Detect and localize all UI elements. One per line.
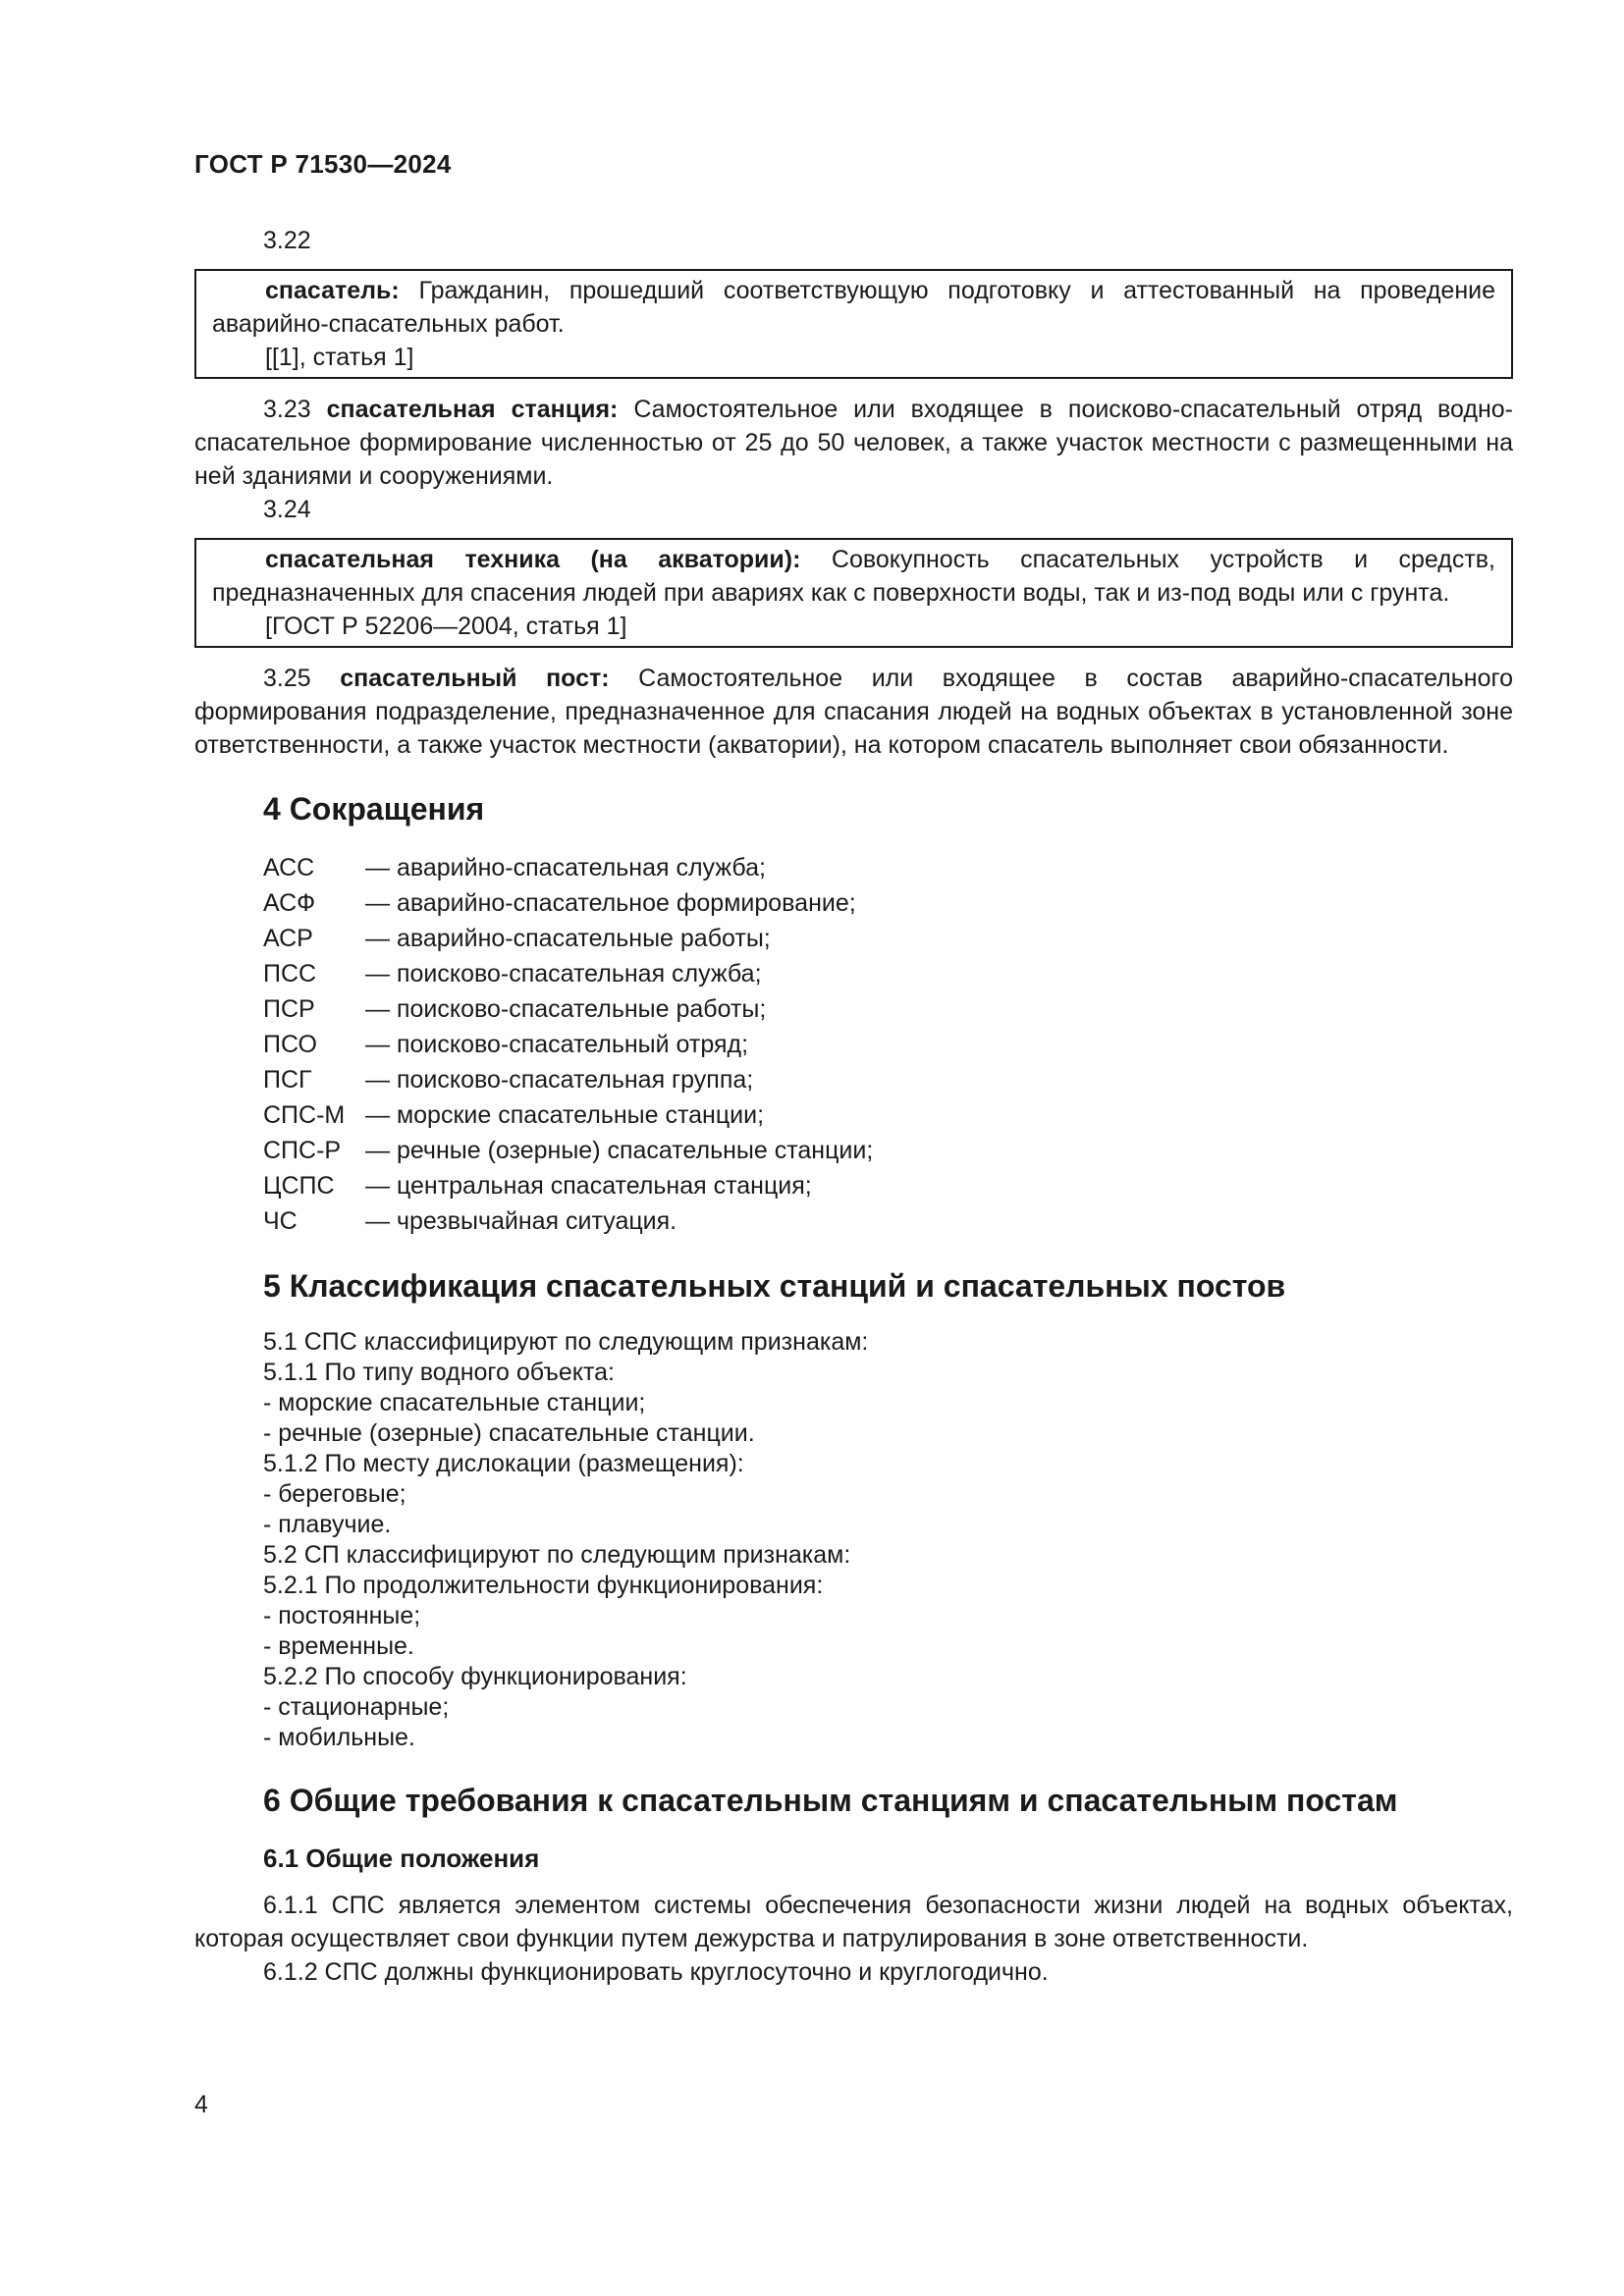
abbreviation: АСФ	[263, 889, 316, 917]
paragraph-6-1-2: 6.1.2 СПС должны функционировать круглосуточно и круглогодично.	[263, 1958, 1049, 1986]
abbreviation: ПСО	[263, 1031, 317, 1058]
abbreviation-item	[263, 1203, 1513, 1239]
term-number: 3.25	[263, 665, 341, 692]
abbreviation-meaning: — аварийно-спасательная служба;	[365, 854, 766, 881]
paragraph-6-1-1: 6.1.1 СПС является элементом системы обеспечения безопасности жизни людей на водных объектах, которая осуществляет свои функции путем дежурства и патрулирования в зоне ответственности.	[194, 1892, 1513, 1952]
abbreviation-item	[263, 1133, 1513, 1168]
classification-list	[263, 1327, 1513, 1753]
abbreviation-item	[263, 1097, 1513, 1133]
abbreviation: ПСС	[263, 960, 317, 988]
abbreviation-item	[263, 1168, 1513, 1203]
abbreviation-item	[263, 885, 1513, 921]
term-text: Гражданин, прошедший соответствующую подготовку и аттестованный на проведение аварийно-спасательных работ.	[212, 277, 1495, 338]
classification-line: - речные (озерные) спасательные станции.	[263, 1419, 755, 1447]
abbreviation-meaning: — речные (озерные) спасательные станции;	[365, 1137, 874, 1164]
term-box-3-22	[194, 269, 1513, 379]
term-box-3-24	[194, 538, 1513, 648]
term-name: спасательная станция:	[326, 396, 619, 423]
abbreviation: АСС	[263, 854, 315, 881]
abbreviation-item	[263, 1062, 1513, 1097]
classification-line: 5.1.1 По типу водного объекта:	[263, 1359, 615, 1386]
section-6-heading: 6 Общие требования к спасательным станциям и спасательным постам	[263, 1783, 1398, 1818]
abbreviation: ПСР	[263, 995, 315, 1023]
abbreviation-item	[263, 1027, 1513, 1062]
abbreviation-meaning: — аварийно-спасательное формирование;	[365, 889, 856, 917]
term-text: Самостоятельное или входящее в поисково-спасательный отряд водно-спасательное формирование численностью от 25 до 50 человек, а также участок местности с размещенными на ней зданиями и сооружениями.	[194, 396, 1513, 490]
abbreviation: СПС-Р	[263, 1137, 342, 1164]
abbreviation-item	[263, 956, 1513, 991]
subsection-6-1-heading: 6.1 Общие положения	[263, 1843, 540, 1873]
term-definition-3-22	[212, 274, 1495, 341]
abbreviation: АСР	[263, 925, 313, 952]
classification-line: - постоянные;	[263, 1602, 421, 1629]
term-name: спасатель:	[265, 277, 400, 304]
abbreviation-meaning: — чрезвычайная ситуация.	[365, 1207, 677, 1235]
term-number-3-24: 3.24	[263, 496, 311, 523]
abbreviation-meaning: — аварийно-спасательные работы;	[365, 925, 771, 952]
term-definition-3-24	[212, 543, 1495, 610]
abbreviation: СПС-М	[263, 1101, 346, 1129]
abbreviation-item	[263, 921, 1513, 956]
document-body	[194, 224, 1513, 1989]
term-source: [ГОСТ Р 52206—2004, статья 1]	[265, 613, 627, 640]
classification-line: - плавучие.	[263, 1511, 392, 1538]
term-name: спасательная техника (на акватории):	[265, 546, 801, 573]
classification-line: 5.2 СП классифицируют по следующим признакам:	[263, 1541, 851, 1569]
abbreviation-meaning: — поисково-спасательные работы;	[365, 995, 767, 1023]
classification-line: 5.2.2 По способу функционирования:	[263, 1663, 687, 1690]
classification-line: 5.1 СПС классифицируют по следующим признакам:	[263, 1328, 869, 1356]
section-5-heading: 5 Классификация спасательных станций и спасательных постов	[263, 1268, 1286, 1304]
classification-line: - мобильные.	[263, 1724, 415, 1751]
section-4-heading: 4 Сокращения	[263, 791, 485, 827]
abbreviation-meaning: — поисково-спасательная служба;	[365, 960, 762, 988]
abbreviation-item	[263, 991, 1513, 1027]
term-number-3-22: 3.22	[263, 227, 311, 254]
abbreviation: ПСГ	[263, 1066, 312, 1094]
term-text: Самостоятельное или входящее в состав аварийно-спасательного формирования подразделение, предназначенное для спасания людей на водных объектах в установленной зоне ответственности, а также участок местности (акватории), на котором спасатель выполняет свои обязанности.	[194, 665, 1513, 759]
term-source: [[1], статья 1]	[265, 344, 414, 371]
classification-line: 5.1.2 По месту дислокации (размещения):	[263, 1450, 744, 1477]
abbreviation-list	[263, 850, 1513, 1239]
term-definition-3-25	[194, 662, 1513, 762]
abbreviation-meaning: — поисково-спасательная группа;	[365, 1066, 754, 1094]
classification-line: - временные.	[263, 1632, 414, 1660]
document-header: ГОСТ Р 71530—2024	[194, 149, 452, 179]
term-definition-3-23	[194, 393, 1513, 493]
abbreviation-meaning: — центральная спасательная станция;	[365, 1172, 812, 1200]
classification-line: - морские спасательные станции;	[263, 1389, 646, 1416]
term-text: Совокупность спасательных устройств и средств, предназначенных для спасения людей при авариях как с поверхности воды, так и из-под воды или с грунта.	[212, 546, 1495, 607]
abbreviation: ЧС	[263, 1207, 298, 1235]
page-number: 4	[194, 2091, 208, 2118]
abbreviation: ЦСПС	[263, 1172, 335, 1200]
abbreviation-meaning: — поисково-спасательный отряд;	[365, 1031, 749, 1058]
term-number: 3.23	[263, 396, 327, 423]
classification-line: - береговые;	[263, 1480, 406, 1508]
abbreviation-meaning: — морские спасательные станции;	[365, 1101, 765, 1129]
abbreviation-item	[263, 850, 1513, 885]
term-name: спасательный пост:	[340, 665, 610, 692]
classification-line: - стационарные;	[263, 1693, 450, 1721]
classification-line: 5.2.1 По продолжительности функционирования:	[263, 1572, 824, 1599]
